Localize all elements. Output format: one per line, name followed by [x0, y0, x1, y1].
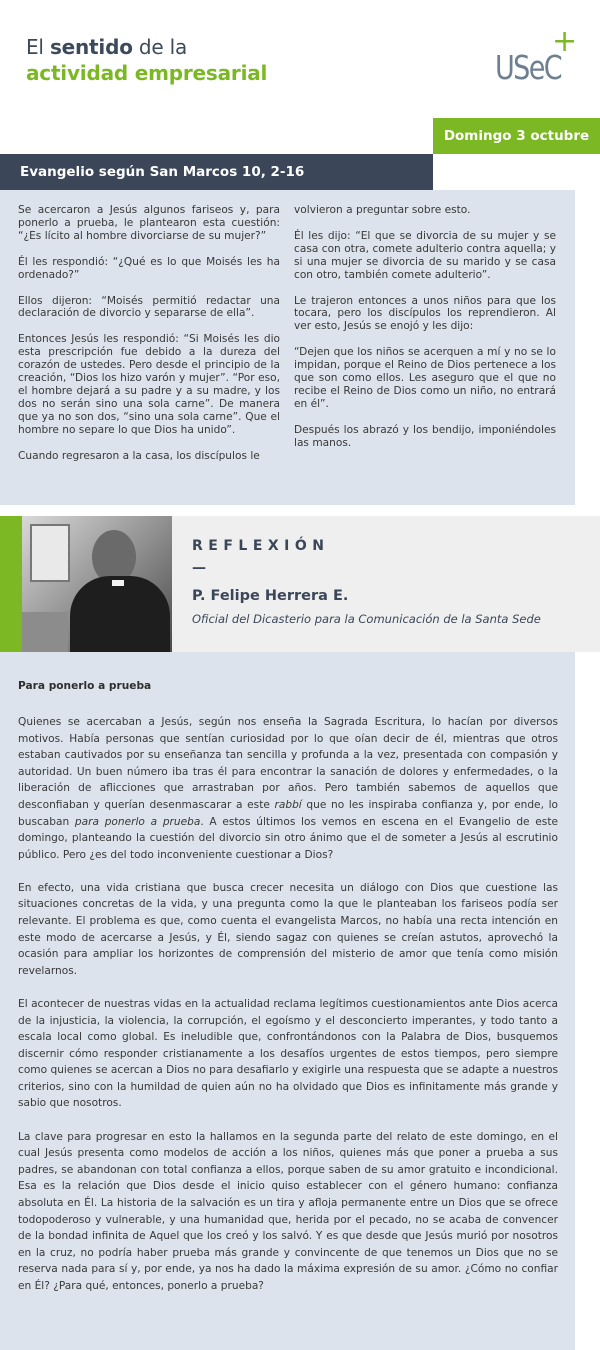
reflection-paragraph: Quienes se acercaban a Jesús, según nos enseña la Sagrada Escritura, lo hacían por diversos motivos. Había personas que sentían curiosidad por lo que oían decir de él, mientras que otros estaban cautivados por su enseñanza tan sencilla y profunda a la vez, presentada con compasión y autoridad. Un buen número iba tras él para encontrar la sanación de dolores y enfermedades, o la liberación de aflicciones que arrastraban por años. Pero también sabemos de aquellos que desconfiaban y querían desenmascarar a este rabbí que no les inspiraba confianza y, por ende, lo buscaban para ponerlo a prueba. A estos últimos los vemos en escena en el Evangelio de este domingo, planteando la cuestión del divorcio sin otro ánimo que el de someter a Jesús al escrutinio público. Pero ¿es del todo inconveniente cuestionar a Dios?	[18, 716, 559, 861]
gospel-paragraph: Le trajeron entonces a unos niños para que los tocara, pero los discípulos los reprendieron. Al ver esto, Jesús se enojó y les dijo:	[294, 294, 556, 333]
title-line-1	[26, 34, 406, 60]
page-title	[26, 34, 406, 86]
gospel-column-right	[294, 204, 556, 463]
reflexion-label: REFLEXIÓN	[192, 538, 330, 554]
photo-window	[30, 524, 70, 582]
date-banner: Domingo 3 octubre	[433, 118, 600, 154]
gospel-box	[0, 190, 575, 505]
reflection-header	[0, 516, 600, 652]
reflection-title: Para ponerlo a prueba	[18, 680, 152, 692]
gospel-heading: Evangelio según San Marcos 10, 2-16	[0, 154, 433, 190]
logo-plus-icon: +	[552, 24, 578, 59]
gospel-paragraph: Después los abrazó y los bendijo, imponiéndoles las manos.	[294, 423, 556, 449]
author-photo	[22, 516, 172, 652]
gospel-paragraph: Cuando regresaron a la casa, los discípulos le	[18, 449, 260, 462]
title-post: de la	[132, 35, 188, 59]
gospel-paragraph: Ellos dijeron: “Moisés permitió redactar una declaración de divorcio y separarse de ella”.	[18, 294, 280, 320]
gospel-paragraph: Entonces Jesús les respondió: “Si Moisés les dio esta prescripción fue debido a la dureza del corazón de ustedes. Pero desde el principio de la creación, “Dios los hizo varón y mujer”. “Por eso, el hombre dejará a su padre y a su madre, y los dos no serán sino una sola carne”. De manera que ya no son dos, “sino una sola carne”. Que el hombre no separe lo que Dios ha unido”.	[18, 333, 280, 436]
gospel-paragraph: Él les respondió: “¿Qué es lo que Moisés les ha ordenado?”	[18, 255, 280, 281]
gospel-paragraph: Él les dijo: “El que se divorcia de su mujer y se casa con otra, comete adulterio contra aquella; y si una mujer se divorcia de su marido y se casa con otro, también comete adulterio”.	[294, 229, 556, 281]
photo-body	[70, 576, 170, 652]
usec-logo	[492, 24, 580, 90]
accent-bar	[0, 516, 22, 652]
gospel-paragraph: volvieron a preguntar sobre esto.	[294, 204, 471, 216]
photo-laptop	[22, 612, 68, 652]
reflection-paragraph: La clave para progresar en esto la hallamos en la segunda parte del relato de este domingo, en el cual Jesús presenta como modelos de acción a los niños, quienes más que poner a prueba a sus padres, se abandonan con total confianza a ellos, porque saben de su amor gratuito e incondicional. Esa es la relación que Dios desde el inicio quiso establecer con el género humano: confianza absoluta en Él. La historia de la salvación es un tira y afloja permanente entre un Dios que se ofrece todopoderoso y vulnerable, y una humanidad que, herida por el pecado, no se acaba de convencer de la bondad infinita de Aquel que los creó y los salvó. Y es que desde que Jesús murió por nosotros en la cruz, no podría haber prueba más grande y convincente de que tenemos un Dios que no se reserva nada para sí y, por ende, ya nos ha dado la máxima expresión de su amor. ¿Cómo no confiar en Él? ¿Para qué, entonces, ponerlo a prueba?	[18, 1130, 558, 1292]
reflection-paragraph: El acontecer de nuestras vidas en la actualidad reclama legítimos cuestionamientos ante Dios acerca de la injusticia, la violencia, la corrupción, el egoísmo y el desconcierto imperantes, y todo tanto a escala local como global. Es ineludible que, confrontándonos con la Palabra de Dios, busquemos discernir cómo responder cristianamente a los desafíos urgentes de estos tiempos, pero siempre como quienes se acercan a Dios no para desafiarlo y exigirle una respuesta que se adapte a nuestros criterios, sino con la humildad de quien aún no ha olvidado que Dios es infinitamente más grande y sabio que nosotros.	[18, 997, 558, 1110]
author-name: P. Felipe Herrera E.	[192, 588, 349, 604]
reflection-box	[0, 652, 575, 1350]
reflexion-dash: —	[192, 560, 206, 576]
title-pre: El	[26, 35, 50, 59]
photo-collar	[112, 580, 124, 586]
gospel-paragraph: Se acercaron a Jesús algunos fariseos y, para ponerlo a prueba, le plantearon esta cuestión: “¿Es lícito al hombre divorciarse de su mujer?”	[18, 204, 280, 242]
title-bold: sentido	[49, 35, 133, 59]
gospel-column-left	[18, 204, 280, 476]
author-role: Oficial del Dicasterio para la Comunicación de la Santa Sede	[192, 612, 541, 626]
title-line-2: actividad empresarial	[26, 61, 268, 85]
reflection-body	[18, 714, 558, 1311]
logo-text: USeC	[495, 48, 561, 87]
reflection-paragraph: En efecto, una vida cristiana que busca crecer necesita un diálogo con Dios que cuestione las situaciones concretas de la vida, y una pregunta como la que le planteaban los fariseos podía ser relevante. El problema es que, como cuenta el evangelista Marcos, no había una recta intención en este modo de acercarse a Jesús, y Él, siendo sagaz con quienes se creían astutos, aprovechó la ocasión para ampliar los horizontes de comprensión del misterio de amor que tenía como misión revelarnos.	[18, 881, 558, 977]
gospel-paragraph: “Dejen que los niños se acerquen a mí y no se lo impidan, porque el Reino de Dios pertenece a los que son como ellos. Les aseguro que el que no recibe el Reino de Dios como un niño, no entrará en él”.	[294, 346, 556, 410]
